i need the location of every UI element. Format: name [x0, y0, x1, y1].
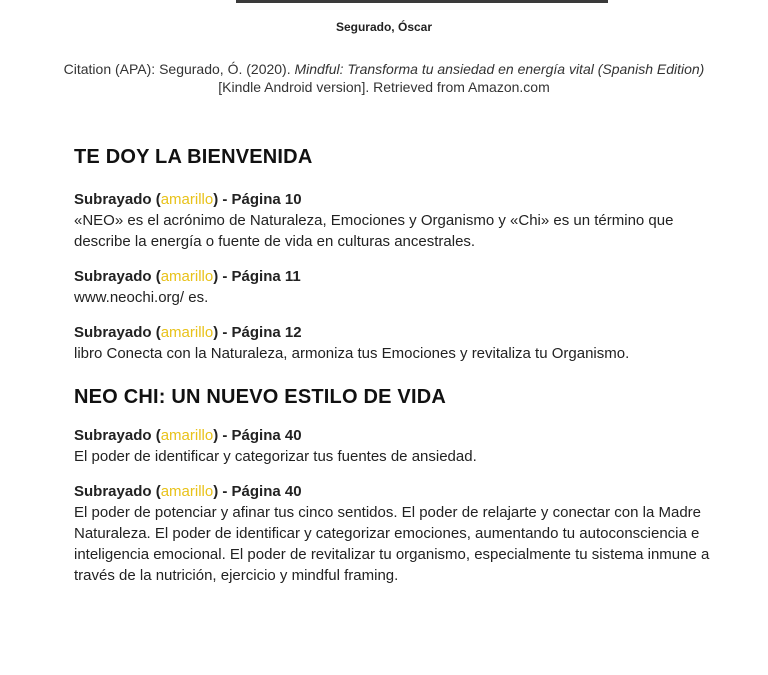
citation-suffix: [Kindle Android version]. Retrieved from Amazon.com	[218, 79, 550, 95]
page-number: Página 11	[231, 268, 301, 285]
highlight-header: Subrayado (amarillo) - Página 11	[74, 268, 301, 285]
highlight-text: «NEO» es el acrónimo de Naturaleza, Emociones y Organismo y «Chi» es un término que describe la energía o fuente de vida en culturas ancestrales.	[74, 212, 674, 250]
highlight-text: El poder de identificar y categorizar tus fuentes de ansiedad.	[74, 448, 477, 465]
highlight-header: Subrayado (amarillo) - Página 12	[74, 324, 302, 341]
highlight-note	[74, 323, 714, 364]
highlight-color-label: amarillo	[160, 268, 214, 285]
highlight-note	[74, 482, 714, 586]
citation	[60, 60, 708, 96]
highlight-text: www.neochi.org/ es.	[74, 289, 209, 306]
highlight-text: El poder de potenciar y afinar tus cinco sentidos. El poder de relajarte y conectar con la Madre Naturaleza. El poder de identificar y categorizar emociones, aumentando tu autoconsciencia e inteligencia emocional. El poder de revitalizar tu organismo, especialmente tu sistema inmune a través de la nutrición, ejercicio y mindful framing.	[74, 504, 710, 584]
notes-content	[74, 144, 714, 601]
highlight-color-label: amarillo	[160, 324, 214, 341]
highlight-color-label: amarillo	[160, 483, 214, 500]
cropped-title-bar	[236, 0, 608, 3]
highlight-note	[74, 267, 714, 308]
citation-book-title: Mindful: Transforma tu ansiedad en energía vital (Spanish Edition)	[294, 61, 705, 77]
book-author: Segurado, Óscar	[335, 20, 433, 34]
highlight-header: Subrayado (amarillo) - Página 40	[74, 483, 302, 500]
highlight-note	[74, 426, 714, 467]
section-title: NEO CHI: UN NUEVO ESTILO DE VIDA	[74, 386, 446, 408]
page-number: Página 40	[231, 427, 302, 444]
highlight-color-label: amarillo	[160, 191, 214, 208]
page-number: Página 40	[231, 483, 302, 500]
section-title: TE DOY LA BIENVENIDA	[74, 146, 313, 168]
highlight-note	[74, 190, 714, 252]
highlight-text: libro Conecta con la Naturaleza, armoniza tus Emociones y revitaliza tu Organismo.	[74, 345, 630, 362]
highlight-header: Subrayado (amarillo) - Página 40	[74, 427, 302, 444]
page-number: Página 10	[231, 191, 302, 208]
page-number: Página 12	[231, 324, 302, 341]
highlight-color-label: amarillo	[160, 427, 214, 444]
highlight-header: Subrayado (amarillo) - Página 10	[74, 191, 302, 208]
citation-prefix: Citation (APA): Segurado, Ó. (2020).	[63, 61, 295, 77]
